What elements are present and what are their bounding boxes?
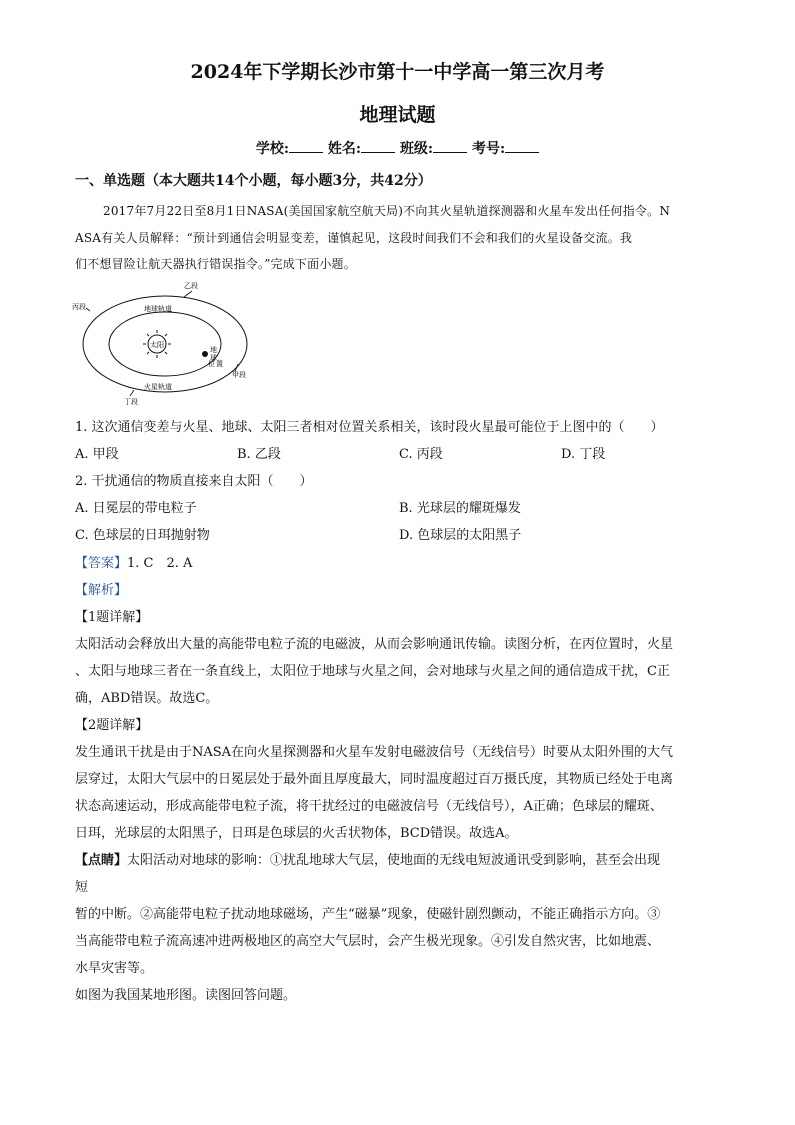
- earth-marker: [202, 351, 208, 357]
- q1-detail-heading: 【1题详解】: [75, 610, 149, 625]
- sun-label: 太阳: [150, 341, 164, 349]
- exam-no-label: 考号:: [471, 141, 506, 157]
- earth-pos-char-2: 球: [210, 354, 217, 362]
- q1-option-d[interactable]: D. 丁段: [561, 447, 606, 462]
- section-heading: 一、单选题（本大题共14个小题，每小题3分，共42分）: [75, 173, 432, 189]
- q2-detail-line-2: 层穿过，太阳大气层中的日冕层处于最外面且厚度最大，同时温度超过百万摄氏度，其物质已经处于电离: [75, 772, 674, 787]
- q2-detail-line-3: 状态高速运动，形成高能带电粒子流，将干扰经过的电磁波信号（无线信号），A正确；色球层的耀斑、: [75, 799, 663, 814]
- answer-label: 【答案】: [75, 556, 128, 571]
- name-label: 姓名:: [327, 141, 362, 157]
- mars-orbit-label: 火星轨道: [144, 383, 172, 391]
- analysis-label: 【解析】: [75, 583, 128, 598]
- q2-detail-line-1: 发生通讯干扰是由于NASA在向火星探测器和火星车发射电磁波信号（无线信号）时要从太阳外围的大气: [75, 745, 674, 760]
- school-blank[interactable]: [289, 140, 323, 153]
- q1-stem: 1. 这次通信变差与火星、地球、太阳三者相对位置关系相关，该时段火星最可能位于上图中的（ ）: [75, 420, 664, 435]
- segment-bing-label: 丙段: [72, 303, 86, 311]
- q2-option-d[interactable]: D. 色球层的太阳黑子: [399, 528, 522, 543]
- q2-option-b[interactable]: B. 光球层的耀斑爆发: [399, 501, 521, 516]
- intro-line-3: 们不想冒险让航天器执行错误指令。”完成下面小题。: [75, 257, 356, 271]
- earth-pos-char-4: 置: [216, 360, 223, 368]
- next-question-intro: 如图为我国某地形图。读图回答问题。: [75, 988, 297, 1003]
- intro-line-1: 2017年7月22日至8月1日NASA(美国国家航空航天局)不向其火星轨道探测器和火星车发出任何指令。N: [103, 204, 671, 218]
- tip-line-4: 当高能带电粒子流高速冲进两极地区的高空大气层时，会产生极光现象。④引发自然灾害，比如地震、: [75, 934, 661, 949]
- tip-line-3: 暂的中断。②高能带电粒子扰动地球磁场，产生“磁暴”现象，使磁针剧烈颤动，不能正确指示方向。③: [75, 907, 661, 922]
- q2-detail-heading: 【2题详解】: [75, 718, 149, 733]
- segment-ding-label: 丁段: [124, 398, 138, 406]
- segment-jia-label: 甲段: [232, 371, 246, 379]
- orbit-diagram: [72, 278, 272, 408]
- q2-detail-line-4: 日珥，光球层的太阳黑子，日珥是色球层的火舌状物体，BCD错误。故选A。: [75, 826, 518, 841]
- tip-row: [75, 849, 660, 868]
- earth-pos-char-3: 位: [208, 360, 215, 368]
- student-info-row: [0, 138, 795, 158]
- q2-option-c[interactable]: C. 色球层的日珥抛射物: [75, 528, 210, 543]
- exam-no-blank[interactable]: [505, 140, 539, 153]
- tip-line-1: 太阳活动对地球的影响：①扰乱地球大气层，使地面的无线电短波通讯受到影响，甚至会出现: [127, 853, 661, 868]
- answer-text: 1. C 2. A: [127, 556, 193, 571]
- answer-row: [75, 552, 192, 571]
- class-blank[interactable]: [433, 140, 467, 153]
- q1-detail-line-1: 太阳活动会释放出大量的高能带电粒子流的电磁波，从而会影响通讯传输。读图分析，在丙位置时，火星: [75, 637, 674, 652]
- tip-line-2: 短: [75, 880, 89, 895]
- q1-detail-line-2: 、太阳与地球三者在一条直线上，太阳位于地球与火星之间，会对地球与火星之间的通信造成干扰，C正: [75, 664, 670, 679]
- q1-detail-line-3: 确，ABD错误。故选C。: [75, 691, 219, 706]
- q1-option-c[interactable]: C. 丙段: [399, 447, 443, 462]
- q1-option-a[interactable]: A. 甲段: [75, 447, 119, 462]
- class-label: 班级:: [399, 141, 434, 157]
- intro-line-2: ASA有关人员解释：“预计到通信会明显变差，谨慎起见，这段时间我们不会和我们的火星设备交流。我: [75, 231, 633, 245]
- segment-yi-label: 乙段: [184, 282, 198, 290]
- earth-pos-char-1: 地: [210, 346, 217, 354]
- school-label: 学校:: [255, 141, 290, 157]
- q2-stem: 2. 干扰通信的物质直接来自太阳（ ）: [75, 474, 313, 489]
- q2-option-a[interactable]: A. 日冕层的带电粒子: [75, 501, 197, 516]
- tip-label: 【点睛】: [75, 853, 128, 868]
- earth-orbit-label: 地球轨道: [144, 305, 172, 313]
- tip-line-5: 水旱灾害等。: [75, 961, 154, 976]
- exam-title: 2024年下学期长沙市第十一中学高一第三次月考: [190, 61, 605, 83]
- name-blank[interactable]: [361, 140, 395, 153]
- q1-option-b[interactable]: B. 乙段: [237, 447, 281, 462]
- subject-title: 地理试题: [359, 104, 436, 126]
